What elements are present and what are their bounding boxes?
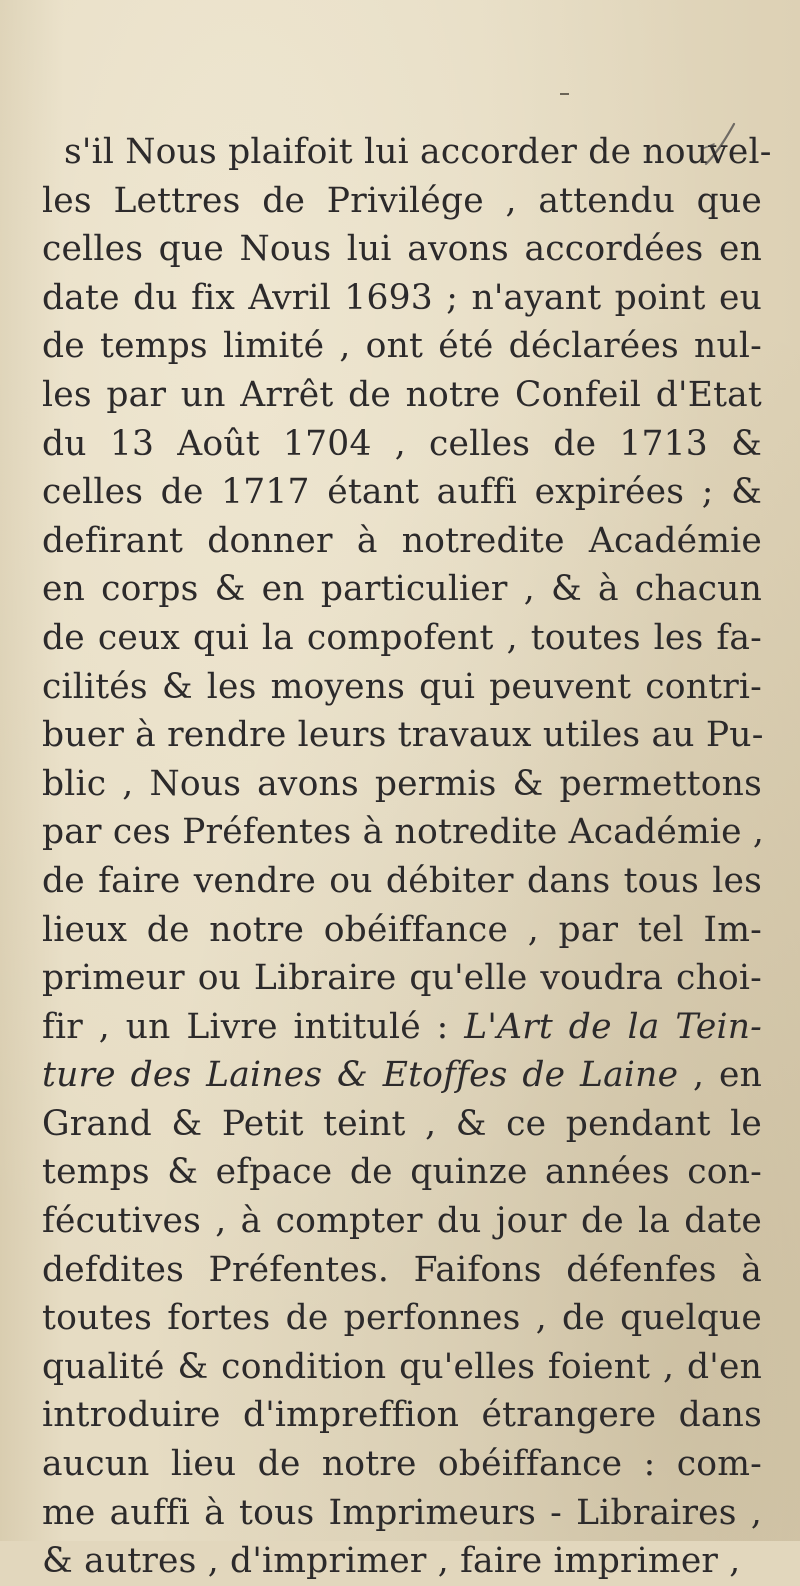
text-line: les Lettres de Privilége , attendu que bbox=[42, 180, 762, 221]
text-line: de faire vendre ou débiter dans tous les bbox=[42, 860, 762, 901]
text-line: temps & efpace de quinze années con- bbox=[42, 1152, 762, 1193]
text-line: Grand & Petit teint , & ce pendant le bbox=[42, 1103, 762, 1144]
text-line: blic , Nous avons permis & permettons bbox=[42, 763, 762, 804]
text-line: fécutives , à compter du jour de la date bbox=[42, 1201, 762, 1242]
text-line: les par un Arrêt de notre Confeil d'Etat bbox=[42, 374, 762, 415]
text-line: introduire d'impreffion étrangere dans bbox=[42, 1395, 762, 1436]
text-line: s'il Nous plaifoit lui accorder de nouvel- bbox=[64, 132, 772, 172]
text-line: en corps & en particulier , & à chacun bbox=[42, 569, 762, 610]
text-run: , en bbox=[678, 1055, 762, 1096]
text-line: par ces Préfentes à notredite Académie , bbox=[42, 812, 765, 853]
text-line: defdites Préfentes. Faifons défenfes à bbox=[42, 1249, 762, 1290]
text-line: me auffi à tous Imprimeurs - Libraires , bbox=[42, 1492, 762, 1533]
ink-speck bbox=[560, 92, 570, 96]
text-line: de ceux qui la compofent , toutes les fa- bbox=[42, 617, 762, 658]
text-line: aucun lieu de notre obéiffance : com- bbox=[42, 1444, 762, 1485]
privilege-text bbox=[42, 128, 772, 1586]
text-line: lieux de notre obéiffance , par tel Im- bbox=[42, 909, 762, 950]
text-line: buer à rendre leurs travaux utiles au Pu- bbox=[42, 715, 764, 756]
text-line: de temps limité , ont été déclarées nul- bbox=[42, 326, 762, 367]
text-line bbox=[42, 1003, 762, 1052]
text-run: fir , un Livre intitulé : bbox=[42, 1006, 465, 1047]
book-title-part-1: L'Art de la Tein- bbox=[464, 1006, 762, 1047]
book-title-part-2: ture des Laines & Etoffes de Laine bbox=[42, 1055, 679, 1096]
text-line: primeur ou Libraire qu'elle voudra choi- bbox=[42, 958, 762, 999]
text-line: du 13 Août 1704 , celles de 1713 & bbox=[42, 423, 762, 464]
text-line: defirant donner à notredite Académie bbox=[42, 520, 762, 561]
text-line: date du fix Avril 1693 ; n'ayant point eu bbox=[42, 277, 762, 318]
text-line: & autres , d'imprimer , faire imprimer , bbox=[42, 1541, 741, 1582]
text-line: qualité & condition qu'elles foient , d'en bbox=[42, 1346, 762, 1387]
text-line: celles de 1717 étant auffi expirées ; & bbox=[42, 472, 762, 513]
text-line: cilités & les moyens qui peuvent contri- bbox=[42, 666, 762, 707]
text-line bbox=[42, 1051, 762, 1100]
text-line: celles que Nous lui avons accordées en bbox=[42, 229, 762, 270]
text-line: toutes fortes de perfonnes , de quelque bbox=[42, 1298, 762, 1339]
